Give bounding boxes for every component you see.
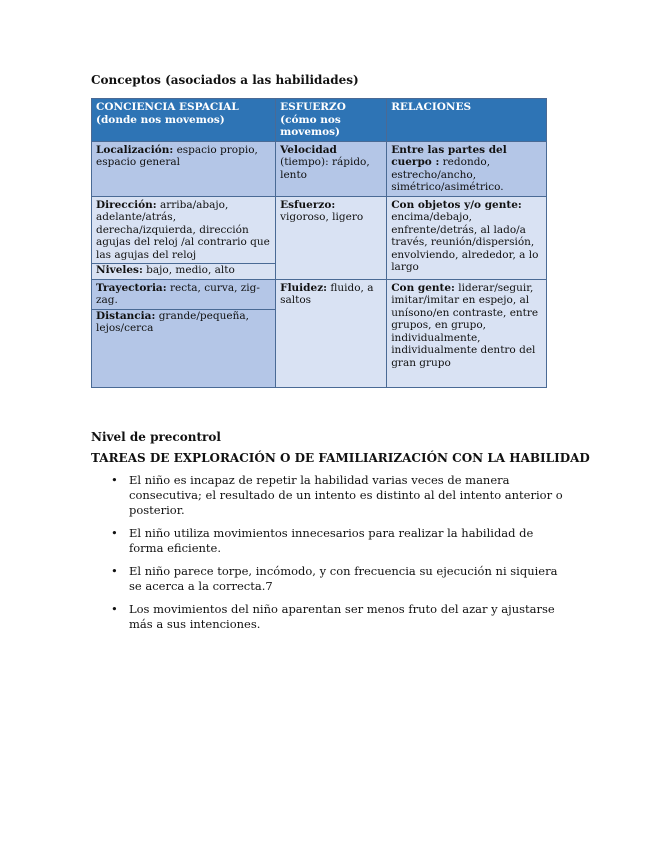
cell-label: Entre las partes del cuerpo : — [391, 143, 507, 168]
cell-text: redondo, estrecho/ancho, simétrico/asimétrico. — [391, 156, 504, 193]
table-row — [92, 196, 547, 279]
cell-trajectory — [92, 279, 276, 387]
cell-label: Velocidad — [280, 143, 337, 156]
table-header-row — [92, 99, 547, 142]
list-item-text: El niño utiliza movimientos innecesarios para realizar la habilidad de forma eficiente. — [129, 526, 534, 555]
bullet-icon: • — [111, 564, 118, 578]
cell-direction — [92, 196, 276, 279]
page-heading: Conceptos (asociados a las habilidades) — [91, 73, 359, 87]
cell-text: vigoroso, ligero — [280, 211, 364, 223]
cell-text: (tiempo): rápido, lento — [280, 156, 370, 181]
cell-body-parts — [387, 141, 547, 196]
list-item — [91, 564, 571, 594]
bullet-icon: • — [111, 526, 118, 540]
cell-label: Niveles: — [96, 264, 143, 276]
header-cell-effort: ESFUERZO (cómo nos movemos) — [276, 99, 387, 142]
cell-fluidity — [276, 279, 387, 387]
cell-text: bajo, medio, alto — [142, 264, 235, 276]
list-item — [91, 473, 571, 518]
cell-text: encima/debajo, enfrente/detrás, al lado/a través, reunión/dispersión, envolviendo, alrededor, a lo largo — [391, 211, 539, 273]
cell-label: Esfuerzo: — [280, 198, 336, 211]
precontrol-heading: Nivel de precontrol — [91, 430, 221, 444]
list-item — [91, 602, 571, 632]
cell-label: Fluidez: — [280, 281, 328, 294]
cell-label: Localización: — [96, 143, 174, 156]
cell-effort — [276, 196, 387, 279]
cell-with-people — [387, 279, 547, 387]
cell-text: arriba/abajo, adelante/atrás, derecha/izquierda, dirección agujas del reloj /al contrario que las agujas del reloj — [96, 198, 270, 261]
subcell-distance — [92, 309, 275, 335]
cell-text: grande/pequeña, lejos/cerca — [96, 309, 249, 334]
tasks-title: TAREAS DE EXPLORACIÓN O DE FAMILIARIZACIÓN CON LA HABILIDAD — [91, 451, 590, 465]
header-cell-spatial: CONCIENCIA ESPACIAL (donde nos movemos) — [92, 99, 276, 142]
list-item — [91, 526, 571, 556]
table-row — [92, 141, 547, 196]
bullet-icon: • — [111, 602, 118, 616]
cell-speed — [276, 141, 387, 196]
cell-text: espacio propio, espacio general — [96, 143, 258, 168]
cell-label: Trayectoria: — [96, 281, 167, 294]
cell-label: Con objetos y/o gente: — [391, 198, 522, 211]
cell-text: liderar/seguir, imitar/imitar en espejo, al unísono/en contraste, entre grupos, en grupo, individualmente, individualmente dentro del gran grupo — [391, 281, 539, 369]
bullet-icon: • — [111, 473, 118, 487]
cell-label: Dirección: — [96, 198, 157, 211]
cell-text: fluido, a saltos — [280, 281, 374, 306]
list-item-text: El niño es incapaz de repetir la habilidad varias veces de manera consecutiva; el resultado de un intento es distinto al del intento anterior o posterior. — [129, 473, 563, 517]
subcell-levels — [92, 263, 275, 277]
table-row — [92, 279, 547, 387]
cell-location — [92, 141, 276, 196]
cell-text: recta, curva, zig-zag. — [96, 281, 260, 306]
cell-label: Distancia: — [96, 309, 156, 322]
list-item-text: El niño parece torpe, incómodo, y con frecuencia su ejecución ni siquiera se acerca a la correcta.7 — [129, 564, 558, 593]
cell-objects-people — [387, 196, 547, 279]
cell-label: Con gente: — [391, 281, 455, 294]
header-cell-relations: RELACIONES — [387, 99, 547, 142]
bullet-list — [91, 473, 571, 640]
concepts-table — [91, 98, 547, 388]
list-item-text: Los movimientos del niño aparentan ser menos fruto del azar y ajustarse más a sus intenciones. — [129, 602, 555, 631]
